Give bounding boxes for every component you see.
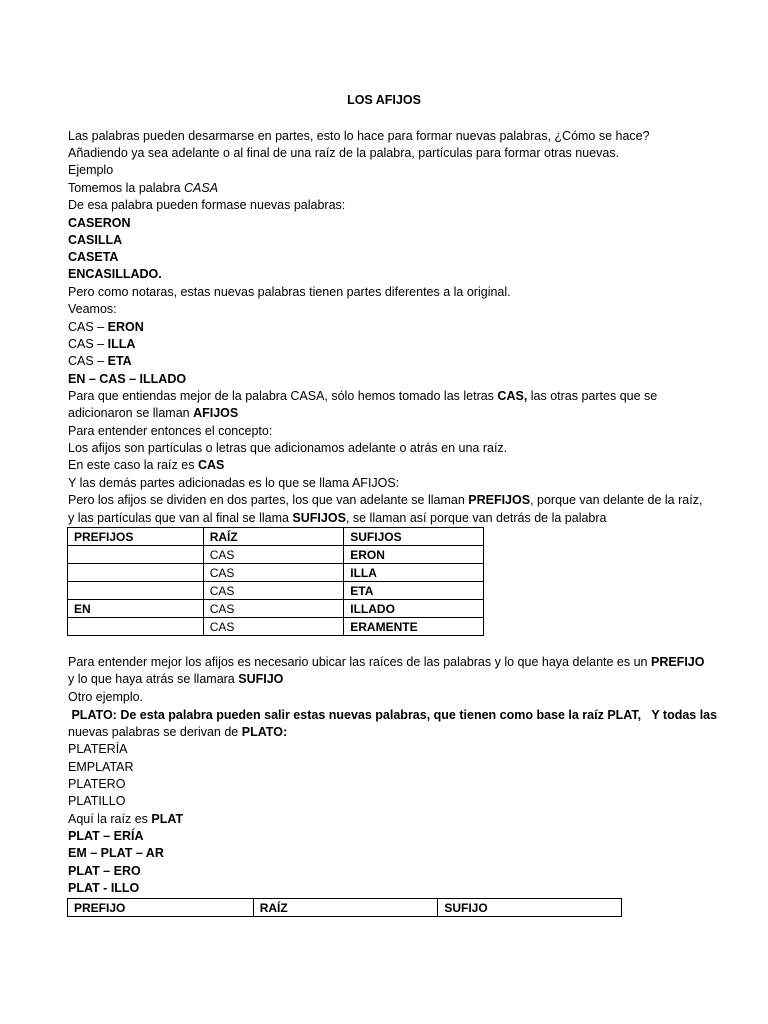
table-cell: CAS	[203, 564, 344, 582]
split-item: EM – PLAT – AR	[68, 846, 164, 860]
table-cell: ETA	[344, 582, 484, 600]
paragraph-line: y las partículas que van al final se llama SUFIJOS, se llaman así porque van detrás de la palabra	[68, 511, 607, 525]
word-item: CASERON	[68, 216, 131, 230]
table-cell	[68, 618, 204, 636]
split-item: CAS – ERON	[68, 320, 144, 334]
table-cell: CAS	[203, 546, 344, 564]
table-header: RAÍZ	[203, 528, 344, 546]
word-item: PLATILLO	[68, 794, 126, 808]
word-item: PLATERO	[68, 777, 126, 791]
paragraph-line: De esa palabra pueden formase nuevas palabras:	[68, 198, 346, 212]
table-cell: CAS	[203, 582, 344, 600]
table-cell: ERAMENTE	[344, 618, 484, 636]
table-header: SUFIJO	[438, 899, 622, 917]
word-item: CASETA	[68, 250, 119, 264]
table-header: SUFIJOS	[344, 528, 484, 546]
table-row	[68, 618, 484, 636]
table-row	[68, 564, 484, 582]
paragraph-line: Pero los afijos se dividen en dos partes, los que van adelante se llaman PREFIJOS, porque van delante de la raíz,	[68, 493, 703, 507]
paragraph-line: Veamos:	[68, 302, 117, 316]
paragraph-line: Para entender entonces el concepto:	[68, 424, 273, 438]
paragraph-line: PLATO: De esta palabra pueden salir estas nuevas palabras, que tienen como base la raíz PLAT, Y todas las	[68, 708, 718, 722]
table-row	[68, 546, 484, 564]
split-item: PLAT – ERO	[68, 864, 141, 878]
paragraph-line: y lo que haya atrás se llamara SUFIJO	[68, 672, 284, 686]
page-title: LOS AFIJOS	[347, 93, 421, 107]
paragraph-line: Pero como notaras, estas nuevas palabras tienen partes diferentes a la original.	[68, 285, 511, 299]
table-cell	[68, 546, 204, 564]
table-cell	[68, 582, 204, 600]
table-header-row	[68, 528, 484, 546]
table-cell	[68, 564, 204, 582]
paragraph-line: Tomemos la palabra CASA	[68, 181, 219, 195]
split-item: PLAT – ERÍA	[68, 829, 144, 843]
table-cell: CAS	[203, 618, 344, 636]
table-row	[68, 582, 484, 600]
table-header-row	[68, 899, 622, 917]
word-item: ENCASILLADO.	[68, 267, 162, 281]
table-cell: ERON	[344, 546, 484, 564]
paragraph-line: Otro ejemplo.	[68, 690, 144, 704]
paragraph-line: Los afijos son partículas o letras que adicionamos adelante o atrás en una raíz.	[68, 441, 508, 455]
paragraph-line: Ejemplo	[68, 163, 114, 177]
table-header: PREFIJOS	[68, 528, 204, 546]
split-item: CAS – ILLA	[68, 337, 136, 351]
paragraph-line: nuevas palabras se derivan de PLATO:	[68, 725, 288, 739]
table-header: RAÍZ	[253, 899, 438, 917]
split-item: EN – CAS – ILLADO	[68, 372, 187, 386]
table-cell: CAS	[203, 600, 344, 618]
table-header: PREFIJO	[68, 899, 254, 917]
paragraph-line: adicionaron se llaman AFIJOS	[68, 406, 239, 420]
paragraph-line: Las palabras pueden desarmarse en partes, esto lo hace para formar nuevas palabras, ¿Cómo se hace?	[68, 129, 650, 143]
table-cell: ILLADO	[344, 600, 484, 618]
table-cell: EN	[68, 600, 204, 618]
table-row	[68, 600, 484, 618]
paragraph-line: Para entender mejor los afijos es necesario ubicar las raíces de las palabras y lo que haya delante es un PREFIJO	[68, 655, 705, 669]
split-item: CAS – ETA	[68, 354, 132, 368]
word-item: PLATERÍA	[68, 742, 128, 756]
paragraph-line: Para que entiendas mejor de la palabra CASA, sólo hemos tomado las letras CAS, las otras partes que se	[68, 389, 658, 403]
table-cell: ILLA	[344, 564, 484, 582]
split-item: PLAT - ILLO	[68, 881, 140, 895]
paragraph-line: Añadiendo ya sea adelante o al final de una raíz de la palabra, partículas para formar otras nuevas.	[68, 146, 620, 160]
paragraph-line: En este caso la raíz es CAS	[68, 458, 225, 472]
affix-table-plato	[67, 898, 622, 917]
paragraph-line: Aquí la raíz es PLAT	[68, 812, 184, 826]
paragraph-line: Y las demás partes adicionadas es lo que se llama AFIJOS:	[68, 476, 400, 490]
affix-table-casa	[67, 527, 484, 636]
word-item: CASILLA	[68, 233, 123, 247]
word-item: EMPLATAR	[68, 760, 134, 774]
